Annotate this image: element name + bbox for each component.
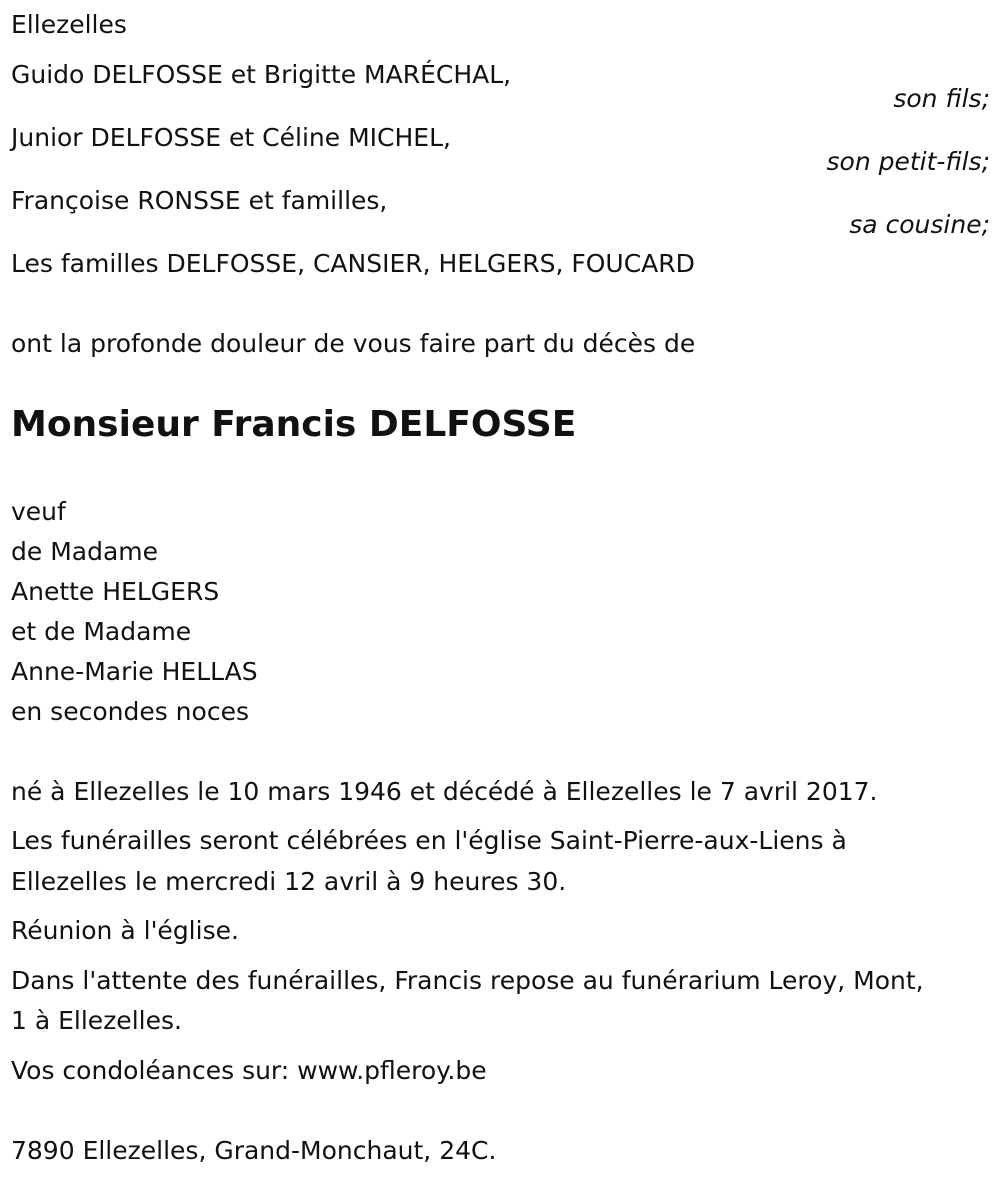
place-heading: Ellezelles xyxy=(11,10,127,39)
address-text: 7890 Ellezelles, Grand-Monchaut, 24C. xyxy=(11,1136,497,1165)
rest-text-line-2: 1 à Ellezelles. xyxy=(11,1006,182,1035)
family-line-4: Les familles DELFOSSE, CANSIER, HELGERS, FOUCARD xyxy=(11,249,695,278)
status-line-6: en secondes noces xyxy=(11,697,249,726)
status-line-1: veuf xyxy=(11,497,66,526)
deceased-name: Monsieur Francis DELFOSSE xyxy=(11,404,577,445)
family-line-1: Guido DELFOSSE et Brigitte MARÉCHAL, xyxy=(11,60,512,89)
status-line-5: Anne-Marie HELLAS xyxy=(11,657,258,686)
meeting-text: Réunion à l'église. xyxy=(11,916,239,945)
family-line-3: Françoise RONSSE et familles, xyxy=(11,186,388,215)
funeral-text-line-1: Les funérailles seront célébrées en l'église Saint-Pierre-aux-Liens à xyxy=(11,826,847,855)
status-line-2: de Madame xyxy=(11,537,159,566)
family-relation-1: son fils; xyxy=(893,84,990,113)
family-line-2: Junior DELFOSSE et Céline MICHEL, xyxy=(11,123,451,152)
funeral-text-line-2: Ellezelles le mercredi 12 avril à 9 heures 30. xyxy=(11,867,567,896)
announcement-text: ont la profonde douleur de vous faire part du décès de xyxy=(11,329,696,358)
status-line-3: Anette HELGERS xyxy=(11,577,220,606)
condolences-text: Vos condoléances sur: www.pfleroy.be xyxy=(11,1056,487,1085)
family-relation-3: sa cousine; xyxy=(849,210,990,239)
rest-text-line-1: Dans l'attente des funérailles, Francis repose au funérarium Leroy, Mont, xyxy=(11,966,924,995)
birth-death-text: né à Ellezelles le 10 mars 1946 et décédé à Ellezelles le 7 avril 2017. xyxy=(11,777,878,806)
family-relation-2: son petit-fils; xyxy=(826,147,990,176)
status-line-4: et de Madame xyxy=(11,617,192,646)
